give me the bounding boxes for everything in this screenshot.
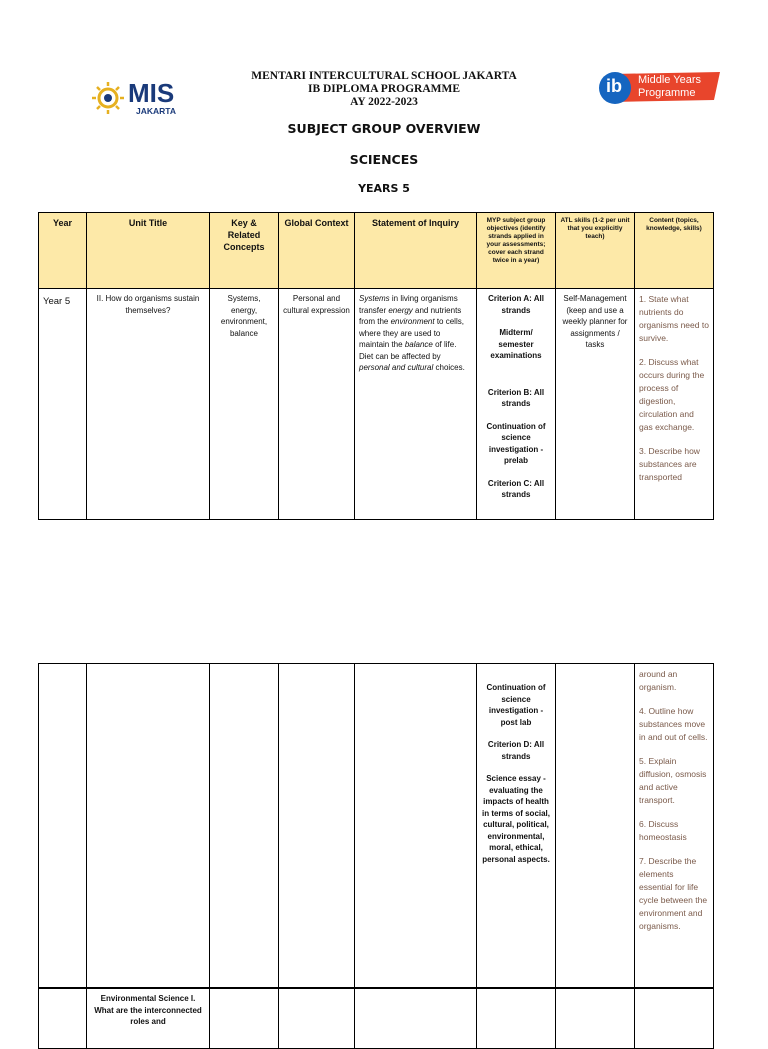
mis-logo xyxy=(88,74,188,122)
cell-atl-skills: Self-Management (keep and use a weekly planner for assignments / tasks xyxy=(556,289,635,520)
cell-unit-title xyxy=(87,664,210,988)
school-name: MENTARI INTERCULTURAL SCHOOL JAKARTA xyxy=(251,70,517,82)
table-row xyxy=(39,289,714,520)
overview-table-next xyxy=(38,988,714,1049)
cell-unit-title: Environmental Science I. What are the interconnected roles and xyxy=(87,989,210,1049)
sun-icon xyxy=(92,82,124,114)
header-year: Year xyxy=(39,213,87,289)
overview-table xyxy=(38,212,714,520)
subject-title: SCIENCES xyxy=(349,152,419,167)
ib-myp-logo xyxy=(598,68,720,108)
cell-concepts xyxy=(210,989,279,1049)
cell-statement-of-inquiry: Systems in living organisms transfer energy and nutrients from the environment to cells, where they are used to maintain the balance of life. Diet can be affected by personal and cultural choices. xyxy=(355,289,477,520)
page-title: SUBJECT GROUP OVERVIEW xyxy=(287,121,481,136)
cell-year: Year 5 xyxy=(39,289,87,520)
cell-statement-of-inquiry xyxy=(355,989,477,1049)
ib-logo-line2: Programme xyxy=(638,87,696,99)
cell-objectives: Criterion A: All strands Midterm/ semester examinations Criterion B: All strands Continuation of science investigation - prelab Criterion C: All strands xyxy=(477,289,556,520)
cell-atl-skills xyxy=(556,989,635,1049)
cell-concepts: Systems, energy, environment, balance xyxy=(210,289,279,520)
cell-content xyxy=(635,989,714,1049)
cell-objectives: Continuation of science investigation - post lab Criterion D: All strands Science essay - evaluating the impacts of health in terms of social, cultural, political, environmental, moral, ethical, personal aspects. xyxy=(477,664,556,988)
header-atl-skills: ATL skills (1-2 per unit that you explicitly teach) xyxy=(556,213,635,289)
mis-logo-subtext: JAKARTA xyxy=(136,106,176,116)
cell-unit-title: II. How do organisms sustain themselves? xyxy=(87,289,210,520)
header-unit-title: Unit Title xyxy=(87,213,210,289)
cell-statement-of-inquiry xyxy=(355,664,477,988)
programme-name: IB DIPLOMA PROGRAMME xyxy=(307,83,461,95)
cell-global-context: Personal and cultural expression xyxy=(279,289,355,520)
overview-table-continued xyxy=(38,663,714,988)
header-concepts: Key & Related Concepts xyxy=(210,213,279,289)
mis-logo-text: MIS xyxy=(128,78,175,108)
ib-logo-text: ib xyxy=(606,76,622,96)
cell-atl-skills xyxy=(556,664,635,988)
header-global-context: Global Context xyxy=(279,213,355,289)
cell-concepts xyxy=(210,664,279,988)
table-row xyxy=(39,664,714,988)
cell-year xyxy=(39,664,87,988)
cell-content: around an organism. 4. Outline how substances move in and out of cells. 5. Explain diffusion, osmosis and active transport. 6. Discuss homeostasis 7. Describe the elements essential for life cycle between the environment and organisms. xyxy=(635,664,714,988)
cell-objectives xyxy=(477,989,556,1049)
years-title: YEARS 5 xyxy=(358,182,410,195)
ib-logo-line1: Middle Years xyxy=(638,74,701,86)
cell-year xyxy=(39,989,87,1049)
cell-content: 1. State what nutrients do organisms need to survive. 2. Discuss what occurs during the process of digestion, circulation and gas exchange. 3. Describe how substances are transported xyxy=(635,289,714,520)
academic-year: AY 2022-2023 xyxy=(350,96,418,108)
header-statement-of-inquiry: Statement of Inquiry xyxy=(355,213,477,289)
table-row xyxy=(39,989,714,1049)
table-header-row xyxy=(39,213,714,289)
cell-global-context xyxy=(279,664,355,988)
cell-global-context xyxy=(279,989,355,1049)
header-content: Content (topics, knowledge, skills) xyxy=(635,213,714,289)
header-objectives: MYP subject group objectives (identify strands applied in your assessments; cover each strand twice in a year) xyxy=(477,213,556,289)
